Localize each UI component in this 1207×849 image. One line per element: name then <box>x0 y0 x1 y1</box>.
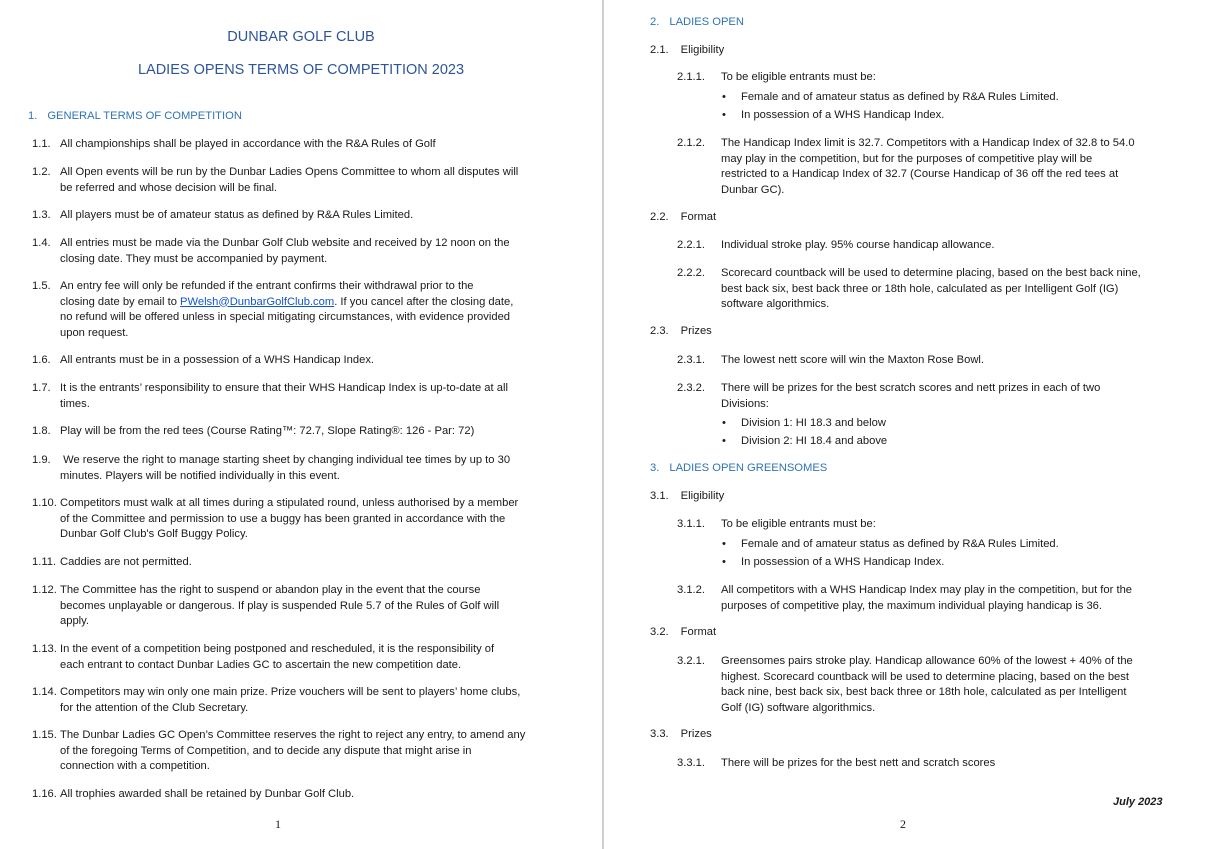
clause-2-1-2: 2.1.2. The Handicap Index limit is 32.7. Competitors with a Handicap Index of 32.8 to 54.0 may play in the competition, but for the purposes of competitive play will be restricted to a Handicap Index of 32.7 (Course Handicap of 36 off the red tees at Dunbar GC). <box>677 137 1135 196</box>
subsection-3-2: 3.2. Format <box>650 626 717 638</box>
clause-1-4: 1.4. All entries must be made via the Dunbar Golf Club website and received by 12 noon on the closing date. They must be accompanied by payment. <box>32 237 510 265</box>
page-1: DUNBAR GOLF CLUB LADIES OPENS TERMS OF COMPETITION 2023 1. GENERAL TERMS OF COMPETITION 1.1. All championships shall be played in accordance with the R&A Rules of Golf 1.2. All Open events will be run by the Dunbar Ladies Opens Committee to whom all disputes will be referred and whose decision will be final. 1.3. All players must be of amateur status as defined by R&A Rules Limited. 1.4. All entries must be made via the Dunbar Golf Club website and received by 12 noon on the closing date. They must be accompanied by payment. 1.5. An entry fee will only be refunded if the entrant confirms their withdrawal prior to the closing date by email to PWelsh@DunbarGolfClub.com. If you cancel after the closing date, no refund will be offered unless in special mitigating circumstances, with evidence provided upon request. 1.6. All entrants must be in a possession of a WHS Handicap Index. 1.7. It is the entrants’ responsibility to ensure that their WHS Handicap Index is up-to-date at all times. 1.8. Play will be from the red tees (Course Rating™: 72.7, Slope Rating®: 126 - Par: 72) 1.9. We reserve the right to manage starting sheet by changing individual tee times by up to 30 minutes. Players will be notified individually in this event. 1.10. Competitors must walk at all times during a stipulated round, unless authorised by a member of the Committee and permission to use a buggy has been granted in accordance with the Dunbar Golf Club's Golf Buggy Policy. 1.11. Caddies are not permitted. 1.12. The Committee has the right to suspend or abandon play in the event that the course becomes unplayable or dangerous. If play is suspended Rule 5.7 of the Rules of Golf will apply. 1.13. In the event of a competition being postponed and rescheduled, it is the responsibility of each entrant to contact Dunbar Ladies GC to ascertain the new competition date. 1.14. Competitors may win only one main prize. Prize vouchers will be sent to players’ home clubs, for the attention of the Club Secretary. 1.15. The Dunbar Ladies GC Open’s Committee reserves the right to reject any entry, to amend any of the foregoing Terms of Competition, and to decide any dispute that might arise in connection with a competition. 1.16. All trophies awarded shall be retained by Dunbar Golf Club. 1 <box>0 0 602 849</box>
section-number: 1. <box>28 110 38 122</box>
clause-1-2: 1.2. All Open events will be run by the Dunbar Ladies Opens Committee to whom all disputes will be referred and whose decision will be final. <box>32 166 519 194</box>
subsection-3-3: 3.3. Prizes <box>650 728 712 740</box>
clause-3-2-1: 3.2.1. Greensomes pairs stroke play. Handicap allowance 60% of the lowest + 40% of the highest. Scorecard countback will be used to determine placing, based on the best back nine, best back six, best back three or 18th hole, calculated as per Intelligent Golf (IG) software algorithmics. <box>677 655 1133 714</box>
section-2-heading: 2. LADIES OPEN <box>650 16 744 28</box>
subsection-2-2: 2.2. Format <box>650 211 717 223</box>
section-label: GENERAL TERMS OF COMPETITION <box>47 110 242 122</box>
clause-1-12: 1.12. The Committee has the right to suspend or abandon play in the event that the course becomes unplayable or dangerous. If play is suspended Rule 5.7 of the Rules of Golf will apply. <box>32 584 500 627</box>
clause-1-7: 1.7. It is the entrants’ responsibility to ensure that their WHS Handicap Index is up-to-date at all times. <box>32 382 508 410</box>
email-link[interactable]: PWelsh@DunbarGolfClub.com <box>180 295 335 308</box>
document-title: LADIES OPENS TERMS OF COMPETITION 2023 <box>137 62 465 78</box>
clause-2-3-2: 2.3.2. There will be prizes for the best scratch scores and nett prizes in each of two Divisions: <box>677 382 1101 410</box>
footer-date: July 2023 <box>1113 796 1163 808</box>
page-2: 2. LADIES OPEN 2.1. Eligibility 2.1.1. To be eligible entrants must be: • Female and of amateur status as defined by R&A Rules Limited. • In possession of a WHS Handicap Index. 2.1.2. The Handicap Index limit is 32.7. Competitors with a Handicap Index of 32.8 to 54.0 may play in the competition, but for the purposes of competitive play will be restricted to a Handicap Index of 32.7 (Course Handicap of 36 off the red tees at Dunbar GC). 2.2. Format 2.2.1. Individual stroke play. 95% course handicap allowance. 2.2.2. Scorecard countback will be used to determine placing, based on the best back nine, best back six, best back three or 18th hole, calculated as per Intelligent Golf (IG) software algorithmics. 2.3. Prizes 2.3.1. The lowest nett score will win the Maxton Rose Bowl. 2.3.2. There will be prizes for the best scratch scores and nett prizes in each of two Divisions: • Division 1: HI 18.3 and below • Division 2: HI 18.4 and above 3. LADIES OPEN GREENSOMES 3.1. Eligibility 3.1.1. To be eligible entrants must be: • Female and of amateur status as defined by R&A Rules Limited. • In possession of a WHS Handicap Index. 3.1.2. All competitors with a WHS Handicap Index may play in the competition, but for the purposes of competitive play, the maximum individual playing handicap is 36. 3.2. Format 3.2.1. Greensomes pairs stroke play. Handicap allowance 60% of the lowest + 40% of the highest. Scorecard countback will be used to determine placing, based on the best back nine, best back six, best back three or 18th hole, calculated as per Intelligent Golf (IG) software algorithmics. 3.3. Prizes 3.3.1. There will be prizes for the best nett and scratch scores July 2023 2 <box>605 0 1207 849</box>
subsection-2-3: 2.3. Prizes <box>650 325 712 337</box>
section-1-heading <box>28 110 242 122</box>
clause-3-1-2: 3.1.2. All competitors with a WHS Handicap Index may play in the competition, but for the purposes of competitive play, the maximum individual playing handicap is 36. <box>677 584 1133 612</box>
page-divider <box>602 0 604 849</box>
clause-2-2-2: 2.2.2. Scorecard countback will be used to determine placing, based on the best back nine, best back six, best back three or 18th hole, calculated as per Intelligent Golf (IG) software algorithmics. <box>677 267 1141 310</box>
clause-1-10: 1.10. Competitors must walk at all times during a stipulated round, unless authorised by a member of the Committee and permission to use a buggy has been granted in accordance with the Dunbar Golf Club's Golf Buggy Policy. <box>32 497 519 540</box>
page-number: 1 <box>275 817 281 831</box>
page-number: 2 <box>900 817 906 831</box>
section-3-heading: 3. LADIES OPEN GREENSOMES <box>650 462 828 474</box>
subsection-2-1: 2.1. Eligibility <box>650 44 725 56</box>
subsection-3-1: 3.1. Eligibility <box>650 490 725 502</box>
club-title: DUNBAR GOLF CLUB <box>227 29 375 45</box>
clause-1-9: 1.9. We reserve the right to manage starting sheet by changing individual tee times by up to 30 minutes. Players will be notified individually in this event. <box>32 454 511 482</box>
clause-1-13: 1.13. In the event of a competition being postponed and rescheduled, it is the responsibility of each entrant to contact Dunbar Ladies GC to ascertain the new competition date. <box>32 643 495 671</box>
clause-1-5: 1.5. An entry fee will only be refunded if the entrant confirms their withdrawal prior to the closing date by email to PWelsh@DunbarGolfClub.com. If you cancel after the closing date, no refund will be offered unless in special mitigating circumstances, with evidence provided upon request. <box>32 280 514 339</box>
clause-1-14: 1.14. Competitors may win only one main prize. Prize vouchers will be sent to players’ home clubs, for the attention of the Club Secretary. <box>32 686 521 714</box>
clause-1-15: 1.15. The Dunbar Ladies GC Open’s Committee reserves the right to reject any entry, to amend any of the foregoing Terms of Competition, and to decide any dispute that might arise in connection with a competition. <box>32 729 526 772</box>
